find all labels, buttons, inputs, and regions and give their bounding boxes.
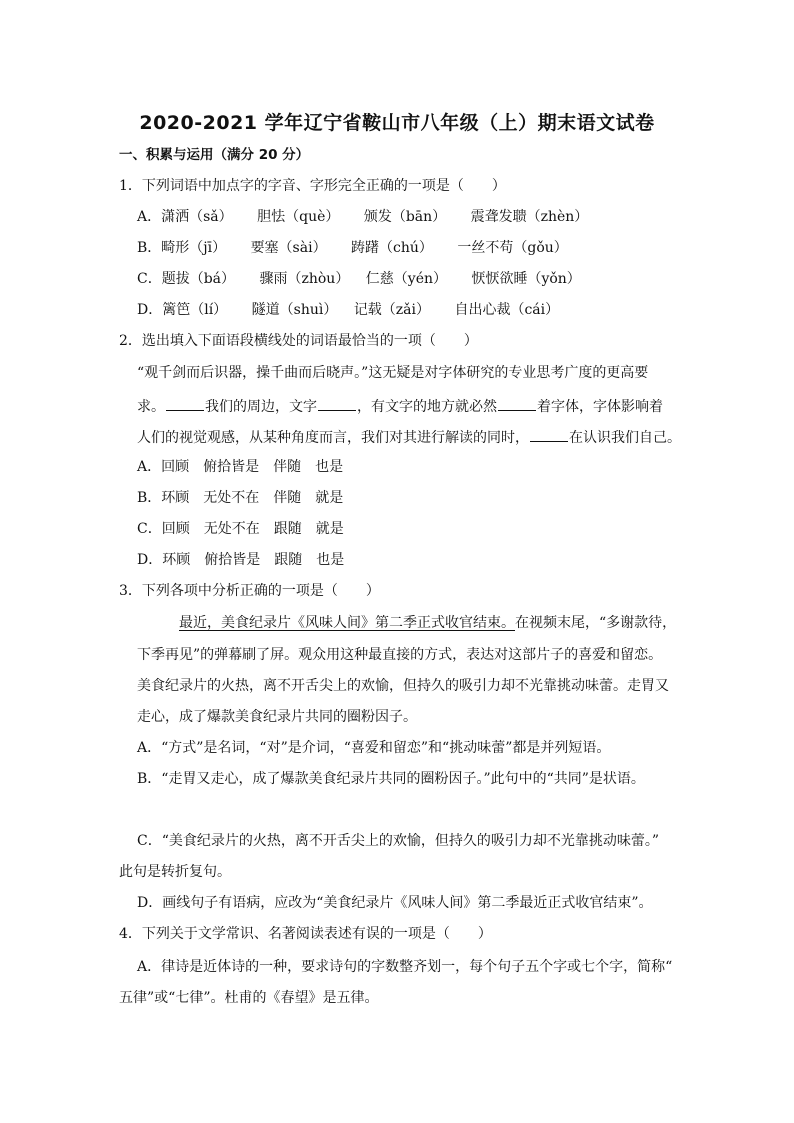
- passage-line: 走心，成了爆款美食纪录片共同的圈粉因子。: [137, 709, 417, 725]
- passage-text: 在认识我们自己。: [569, 430, 681, 446]
- question-1-stem: 1．下列词语中加点字的字音、字形完全正确的一项是（ ）: [119, 178, 506, 194]
- option-word: 隧道（shuì）: [251, 302, 338, 318]
- question-3-option-d: D．画线句子有语病，应改为“美食纪录片《风味人间》第二季最近正式收官结束”。: [137, 895, 653, 911]
- underlined-sentence: 最近，美食纪录片《风味人间》第二季正式收官结束。: [179, 615, 515, 631]
- question-1-option-c: [137, 270, 581, 288]
- option-word: C．题拔（bá）: [137, 271, 236, 287]
- section-heading: 一、积累与运用（满分 20 分）: [119, 147, 310, 163]
- question-3-option-c-cont: 此句是转折复句。: [119, 864, 231, 880]
- passage-line: “观千剑而后识器，操千曲而后晓声。”这无疑是对字体研究的专业思考广度的更高要: [137, 365, 649, 381]
- option-word: 颁发（bān）: [363, 209, 447, 225]
- option-word: 记载（zǎi）: [353, 302, 430, 318]
- question-4-option-a-cont: 五律”或“七律”。杜甫的《春望》是五律。: [119, 990, 379, 1006]
- question-2-option-d: D．环顾 俯拾皆是 跟随 也是: [137, 552, 345, 568]
- passage-text: ，有文字的地方就必然: [357, 399, 497, 415]
- question-4-stem: 4．下列关于文学常识、名著阅读表述有误的一项是（ ）: [119, 926, 492, 942]
- option-word: 骤雨（zhòu）: [259, 271, 350, 287]
- question-3-option-a: A．“方式”是名词，“对”是介词，“喜爱和留恋”和“挑动味蕾”都是并列短语。: [137, 740, 611, 756]
- passage-text: 人们的视觉观感，从某种角度而言，我们对其进行解读的同时，: [137, 430, 529, 446]
- option-word: 胆怯（què）: [257, 209, 340, 225]
- option-word: B．畸形（jī）: [137, 240, 227, 256]
- exam-title: 2020-2021 学年辽宁省鞍山市八年级（上）期末语文试卷: [139, 112, 655, 134]
- fill-blank: [530, 427, 568, 442]
- question-1-option-a: [137, 208, 588, 226]
- option-word: 自出心裁（cái）: [454, 302, 560, 318]
- question-1-option-d: [137, 301, 559, 319]
- question-2-option-a: A．回顾 俯拾皆是 伴随 也是: [137, 459, 344, 475]
- option-word: 踌躇（chú）: [351, 240, 433, 256]
- option-word: 一丝不苟（gǒu）: [457, 240, 568, 256]
- passage-line: [179, 614, 676, 632]
- option-word: 震聋发聩（zhèn）: [470, 209, 589, 225]
- fill-blank: [318, 396, 356, 411]
- passage-text: 在视频末尾，“多谢款待，: [515, 615, 677, 631]
- question-4-option-a: A．律诗是近体诗的一种，要求诗句的字数整齐划一，每个句子五个字或七个字，简称“: [137, 959, 673, 975]
- passage-line: [137, 396, 663, 416]
- question-2-option-c: C．回顾 无处不在 跟随 就是: [137, 521, 344, 537]
- passage-line: 美食纪录片的火热，离不开舌尖上的欢愉，但持久的吸引力却不光靠挑动味蕾。走胃又: [137, 678, 669, 694]
- passage-line: [137, 427, 681, 447]
- question-1-option-b: [137, 239, 568, 257]
- option-word: 恹恹欲睡（yǒn）: [471, 271, 581, 287]
- passage-text: 着字体，字体影响着: [537, 399, 663, 415]
- question-3-option-c: C．“美食纪录片的火热，离不开舌尖上的欢愉，但持久的吸引力却不光靠挑动味蕾。”: [137, 833, 660, 849]
- question-3-stem: 3．下列各项中分析正确的一项是（ ）: [119, 583, 380, 599]
- fill-blank: [498, 396, 536, 411]
- passage-text: 求。: [137, 399, 165, 415]
- option-word: 要塞（sài）: [250, 240, 327, 256]
- passage-line: 下季再见”的弹幕刷了屏。观众用这种最直接的方式，表达对这部片子的喜爱和留恋。: [137, 647, 663, 663]
- question-2-stem: 2．选出填入下面语段横线处的词语最恰当的一项（ ）: [119, 333, 478, 349]
- passage-text: 我们的周边，文字: [205, 399, 317, 415]
- option-word: 仁慈（yén）: [365, 271, 447, 287]
- fill-blank: [166, 396, 204, 411]
- question-2-option-b: B．环顾 无处不在 伴随 就是: [137, 490, 344, 506]
- question-3-option-b: B．“走胃又走心，成了爆款美食纪录片共同的圈粉因子。”此句中的“共同”是状语。: [137, 771, 645, 787]
- option-word: D．篱笆（lí）: [137, 302, 228, 318]
- option-word: A．潇洒（sǎ）: [137, 209, 233, 225]
